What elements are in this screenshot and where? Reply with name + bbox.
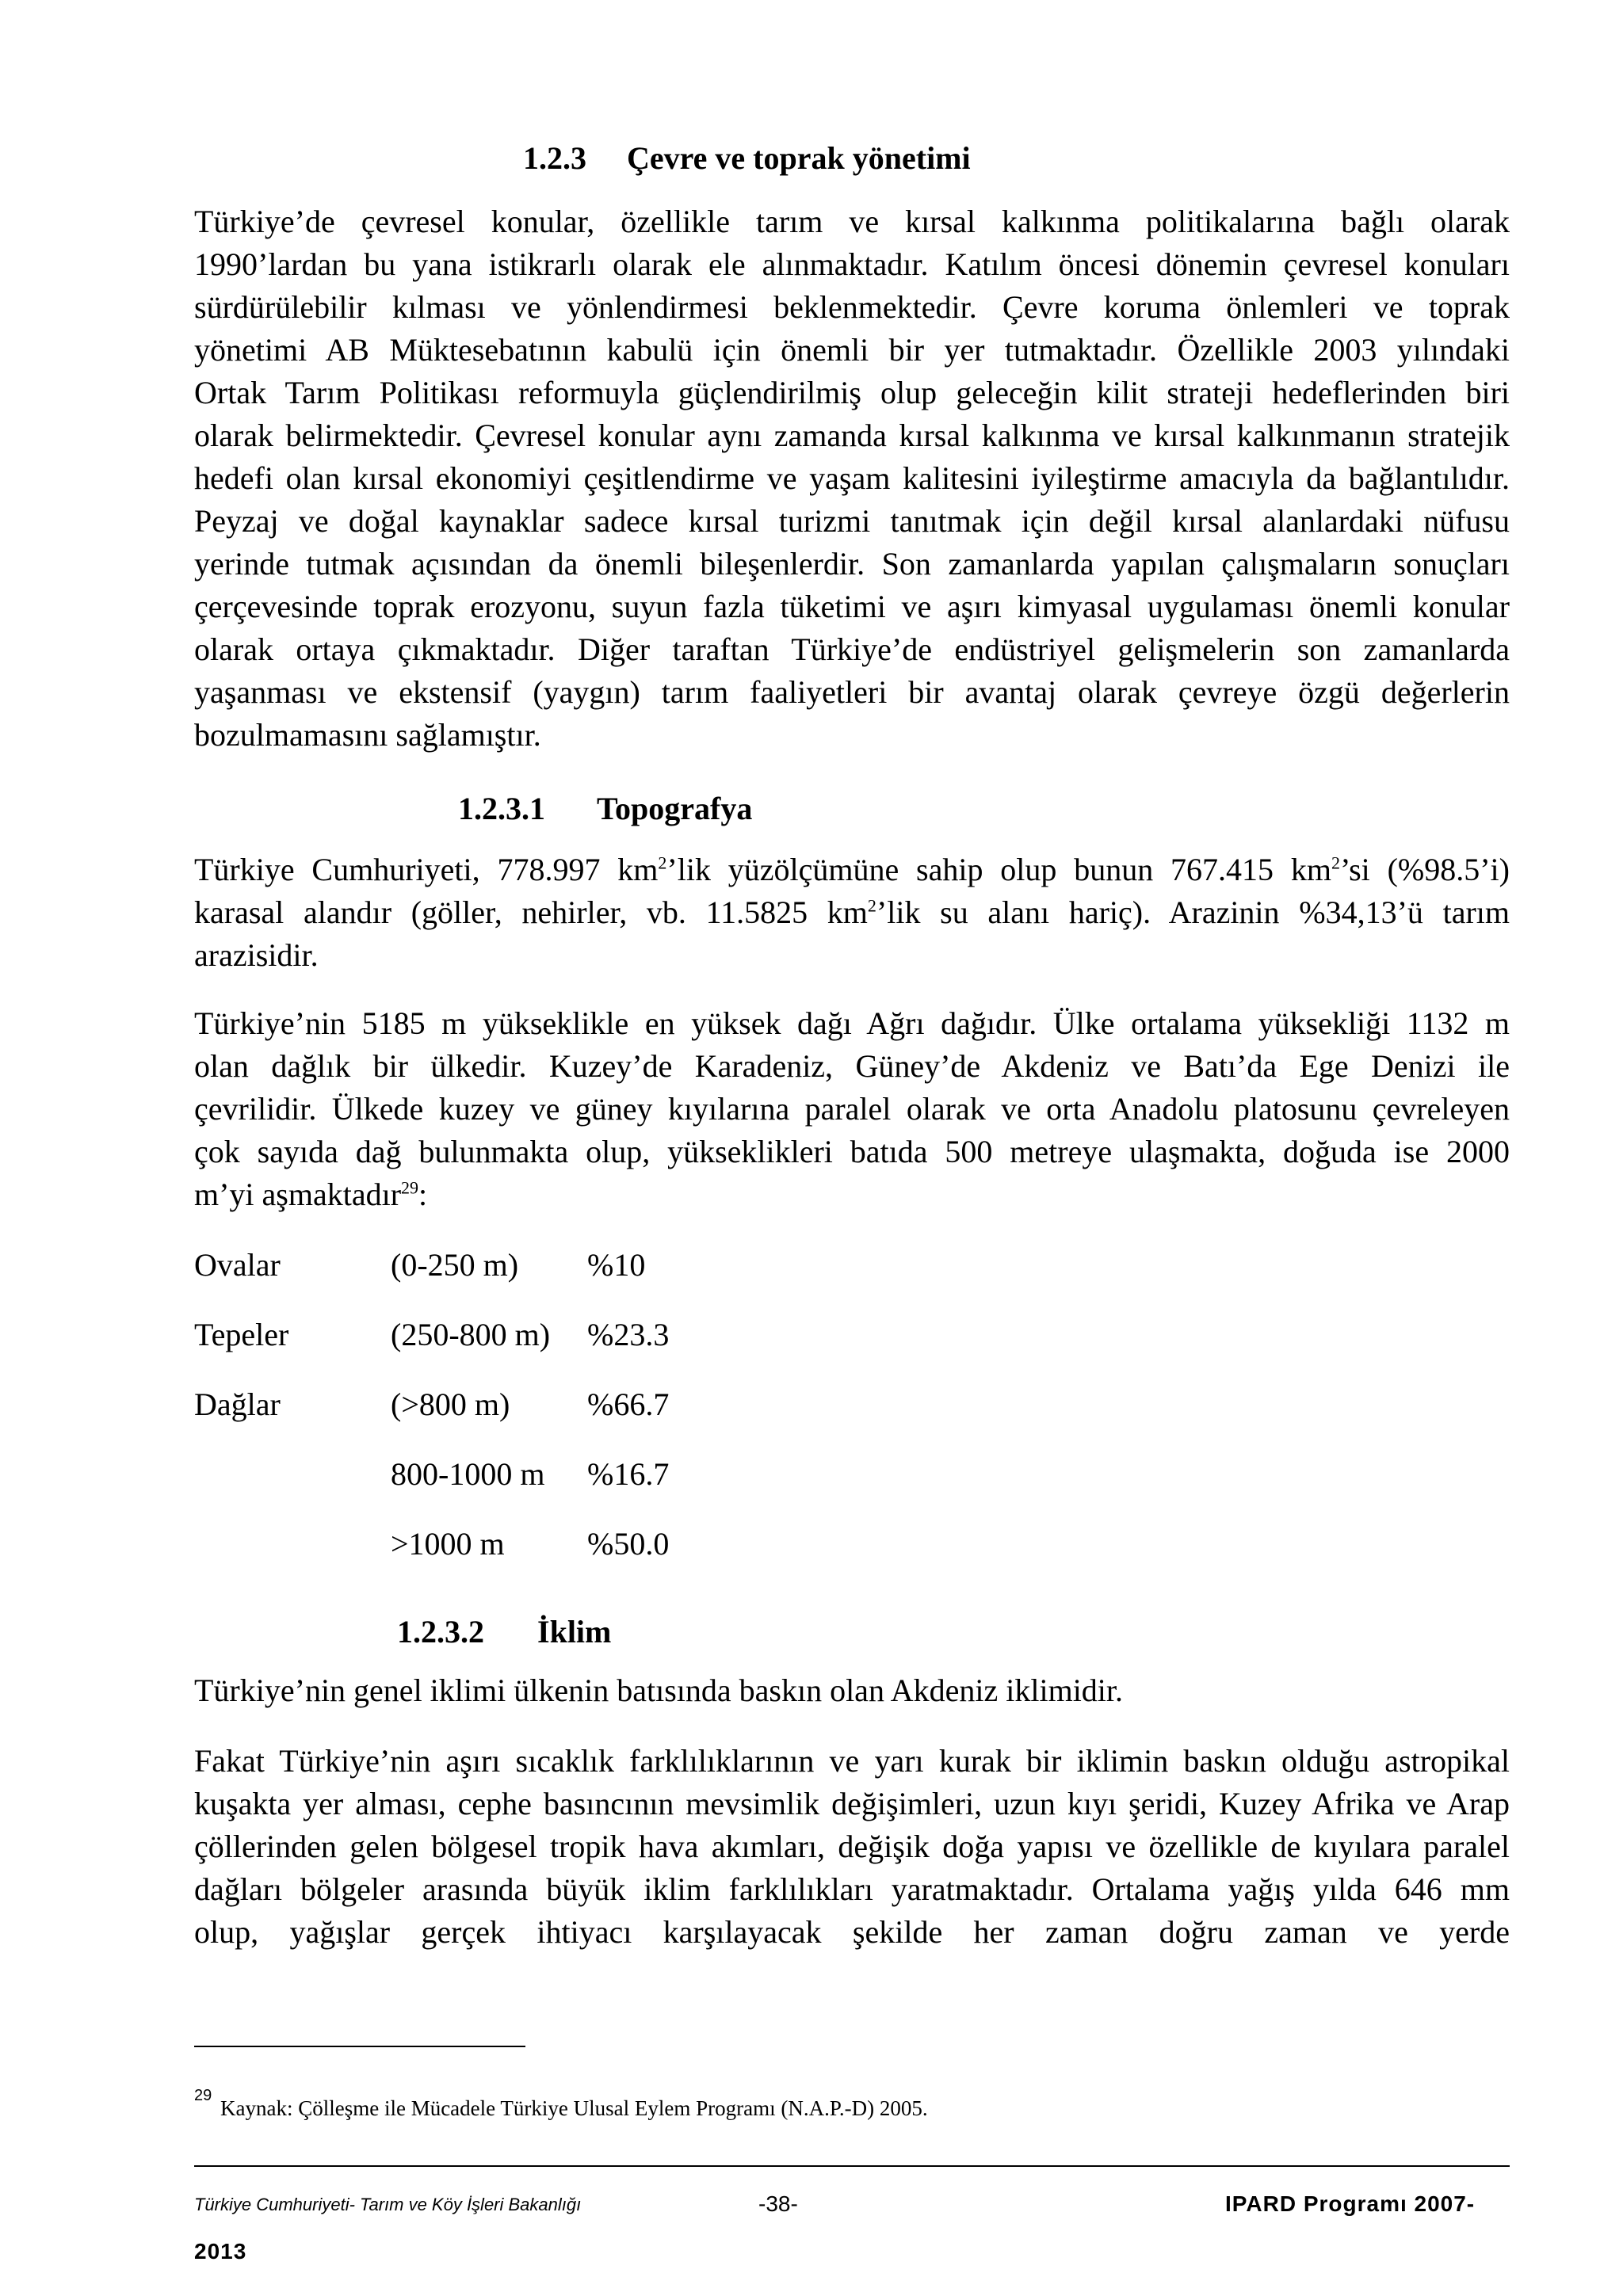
footer-rule [194, 2165, 1510, 2167]
text-line: olarak belirmektedir. Çevresel konular aynı zamanda kırsal kalkınma ve kırsal kalkınmanın stratejik [194, 418, 1510, 453]
paragraph-area [194, 849, 1510, 977]
superscript: 2 [867, 895, 876, 916]
text-line: yerinde tutmak açısından da önemli bileşenlerdir. Son zamanlarda yapılan çalışmaların sonuçları [194, 546, 1510, 582]
paragraph-climate-intro [194, 1669, 1510, 1712]
footnote-number: 29 [194, 2087, 212, 2104]
text-line [194, 891, 1510, 934]
superscript: 2 [658, 852, 667, 873]
text-line: kuşakta yer alması, cephe basıncının mevsimlik değişimleri, uzun kıyı şeridi, Kuzey Afrika ve Arap [194, 1786, 1510, 1821]
text-line: çok sayıda dağ bulunmakta olup, yükseklikleri batıda 500 metreye ulaşmakta, doğuda ise 2000 [194, 1134, 1510, 1169]
text-line: bozulmamasını sağlamıştır. [194, 717, 541, 753]
relief-name: Dağlar [194, 1386, 281, 1422]
footer-ministry: Türkiye Cumhuriyeti- Tarım ve Köy İşleri Bakanlığı [194, 2195, 582, 2214]
footer-program: IPARD Programı 2007- [1225, 2191, 1476, 2216]
text-line: yaşanması ve ekstensif (yaygın) tarım faaliyetleri bir avantaj olarak çevreye özgü değerlerin [194, 674, 1510, 710]
subsection-number: 1.2.3.2 [397, 1614, 484, 1650]
section-number: 1.2.3 [523, 140, 586, 176]
relief-share: %50.0 [587, 1526, 670, 1562]
relief-range: (0-250 m) [391, 1247, 519, 1283]
text-line: Peyzaj ve doğal kaynaklar sadece kırsal turizmi tanıtmak için değil kırsal alanlardaki nüfusu [194, 503, 1510, 539]
text-line: çöllerinden gelen bölgesel tropik hava akımları, değişik doğa yapısı ve özellikle de kıyılara paralel [194, 1829, 1510, 1864]
text-line: sürdürülebilir kılması ve yönlendirmesi beklenmektedir. Çevre koruma önlemleri ve toprak [194, 289, 1510, 325]
text-fragment: m’yi aşmaktadır [194, 1177, 402, 1212]
text-line: çerçevesinde toprak erozyonu, suyun fazla tüketimi ve aşırı kimyasal uygulaması önemli konular [194, 589, 1510, 624]
text-line [194, 849, 1510, 891]
paragraph-environment [194, 200, 1510, 757]
text-line: Türkiye’nin genel iklimi ülkenin batısında baskın olan Akdeniz iklimidir. [194, 1672, 1124, 1708]
subsection-heading-topografya [458, 790, 753, 828]
subsection-heading-iklim [397, 1613, 612, 1651]
relief-share: %66.7 [587, 1386, 670, 1422]
paragraph-relief [194, 1002, 1510, 1216]
footnote-separator [194, 2046, 525, 2047]
footer-year: 2013 [194, 2239, 247, 2264]
relief-range: 800-1000 m [391, 1456, 545, 1492]
text-line: Ortak Tarım Politikası reformuyla güçlendirilmiş olup geleceğin kilit strateji hedeflerinden biri [194, 375, 1510, 410]
relief-share: %10 [587, 1247, 646, 1283]
page-number: -38- [758, 2191, 798, 2216]
text-line: Türkiye’nin 5185 m yükseklikle en yüksek dağı Ağrı dağıdır. Ülke ortalama yüksekliği 1132 m [194, 1005, 1510, 1041]
text-line: hedefi olan kırsal ekonomiyi çeşitlendirme ve yaşam kalitesini iyileştirme amacıyla da bağlantılıdır. [194, 460, 1510, 496]
subsection-title: İklim [537, 1614, 612, 1650]
text-fragment: Türkiye Cumhuriyeti, 778.997 km [194, 852, 659, 887]
text-line: olan dağlık bir ülkedir. Kuzey’de Karadeniz, Güney’de Akdeniz ve Batı’da Ege Denizi ile [194, 1048, 1510, 1084]
text-line [194, 1173, 1510, 1216]
text-line: çevrilidir. Ülkede kuzey ve güney kıyılarına paralel olarak ve orta Anadolu platosunu çevreleyen [194, 1091, 1510, 1127]
text-line: Türkiye’de çevresel konular, özellikle tarım ve kırsal kalkınma politikalarına bağlı olarak [194, 204, 1510, 239]
text-fragment: ’lik yüzölçümüne sahip olup bunun 767.415 km [666, 852, 1331, 887]
text-line: dağları bölgeler arasında büyük iklim farklılıkları yaratmaktadır. Ortalama yağış yılda 646 mm [194, 1871, 1510, 1907]
text-fragment: ’lik su alanı hariç). Arazinin %34,13’ü tarım [876, 894, 1510, 930]
text-line: Fakat Türkiye’nin aşırı sıcaklık farklılıklarının ve yarı kurak bir iklimin baskın olduğu astropikal [194, 1743, 1510, 1779]
relief-name: Tepeler [194, 1317, 289, 1352]
superscript: 2 [1331, 852, 1340, 873]
text-line: arazisidir. [194, 937, 319, 973]
text-line: 1990’lardan bu yana istikrarlı olarak ele alınmaktadır. Katılım öncesi dönemin çevresel konuları [194, 246, 1510, 282]
paragraph-climate [194, 1740, 1510, 1954]
text-line: olup, yağışlar gerçek ihtiyacı karşılayacak şekilde her zaman doğru zaman ve yerde [194, 1914, 1510, 1950]
section-heading-1-2-3 [523, 139, 971, 177]
footnote-text: Kaynak: Çölleşme ile Mücadele Türkiye Ulusal Eylem Programı (N.A.P.-D) 2005. [220, 2096, 928, 2120]
subsection-number: 1.2.3.1 [458, 791, 545, 826]
relief-share: %16.7 [587, 1456, 670, 1492]
relief-range: (250-800 m) [391, 1317, 551, 1352]
text-fragment: : [418, 1177, 428, 1212]
text-line: olarak ortaya çıkmaktadır. Diğer taraftan Türkiye’de endüstriyel gelişmelerin son zamanlarda [194, 631, 1510, 667]
text-line: yönetimi AB Müktesebatının kabulü için önemli bir yer tutmaktadır. Özellikle 2003 yılındaki [194, 332, 1510, 368]
relief-range: >1000 m [391, 1526, 505, 1562]
section-title: Çevre ve toprak yönetimi [627, 140, 971, 176]
subsection-title: Topografya [597, 791, 753, 826]
text-fragment: ’si (%98.5’i) [1339, 852, 1510, 887]
relief-share: %23.3 [587, 1317, 670, 1352]
text-fragment: karasal alandır (göller, nehirler, vb. 11.5825 km [194, 894, 868, 930]
relief-range: (>800 m) [391, 1386, 510, 1422]
relief-name: Ovalar [194, 1247, 281, 1283]
footnote-reference: 29 [401, 1177, 419, 1198]
